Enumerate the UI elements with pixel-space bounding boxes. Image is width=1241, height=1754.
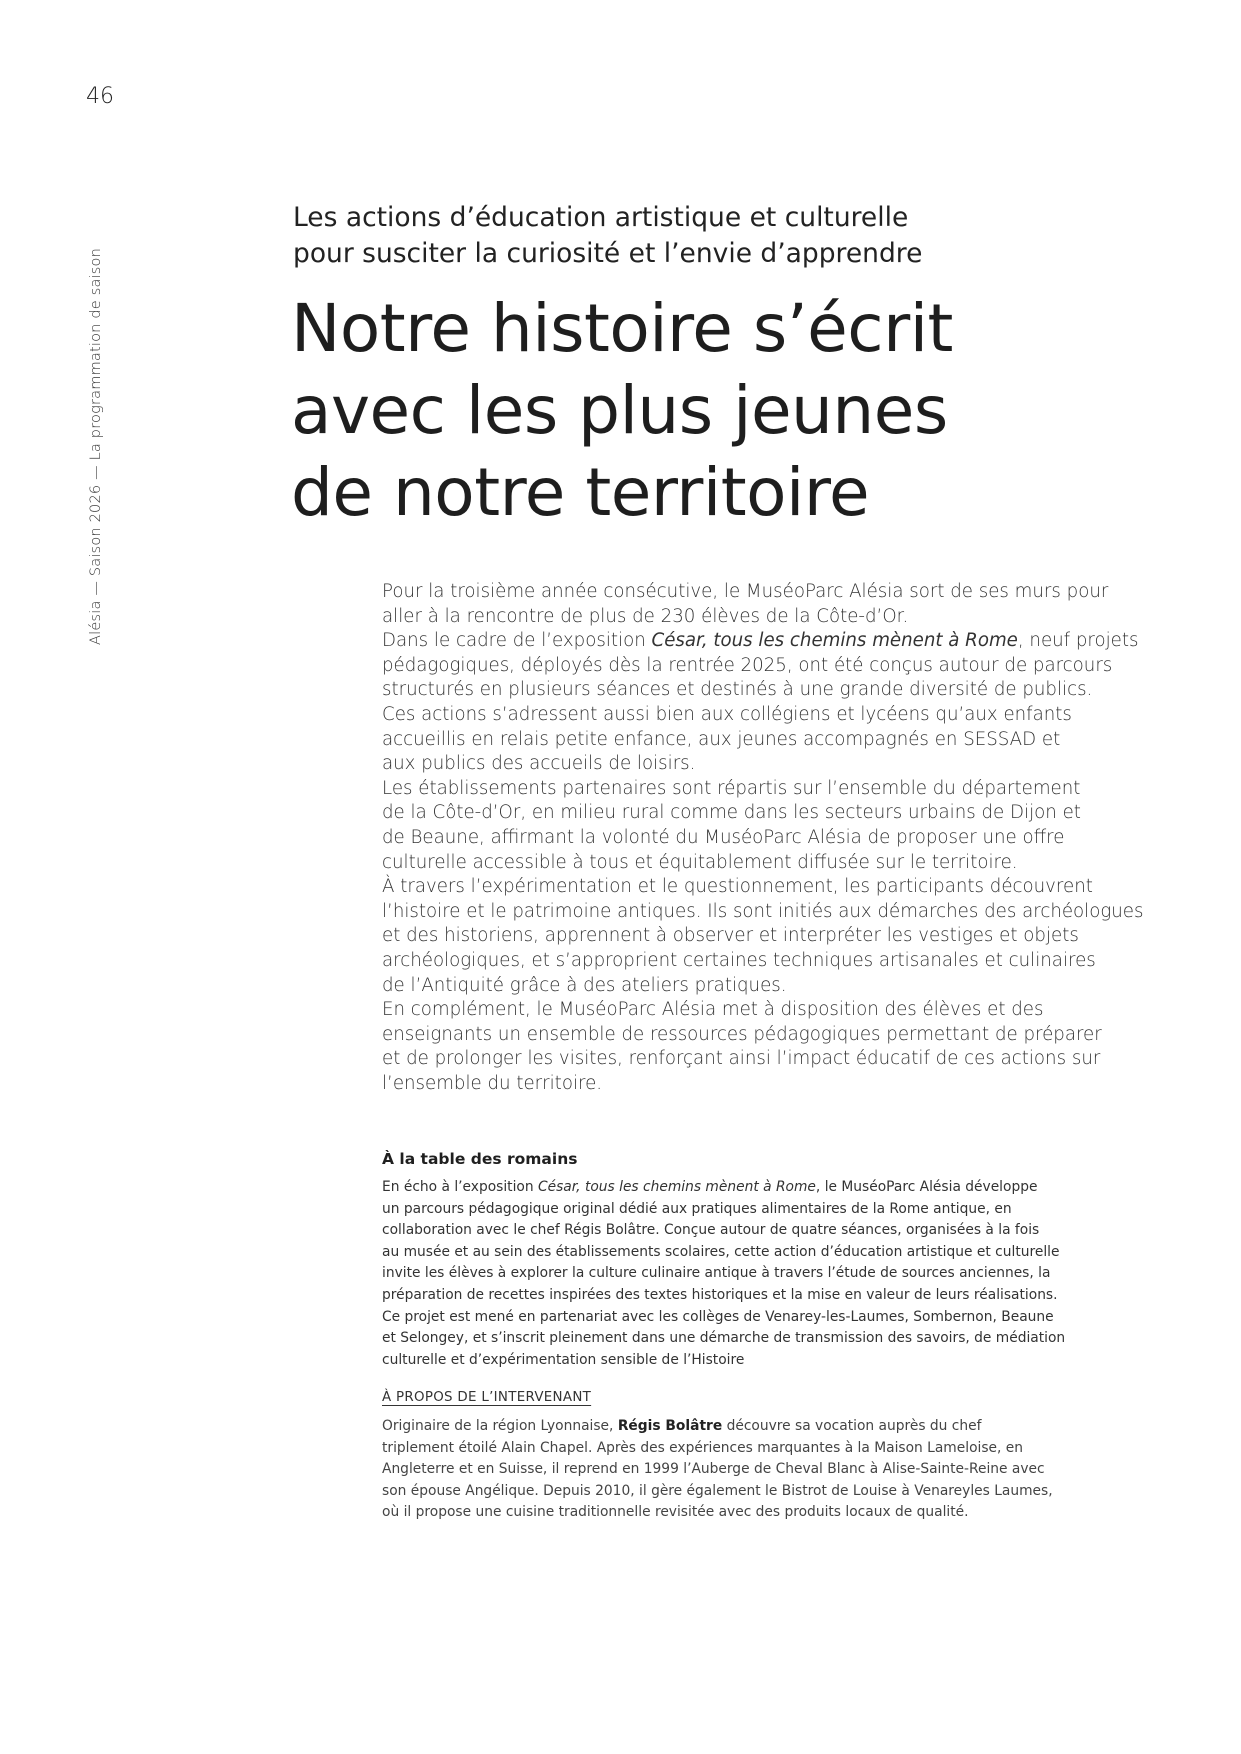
- text: découvre sa vocation auprès du chef: [722, 1418, 982, 1434]
- body-line: invite les élèves à explorer la culture culinaire antique à travers l’étude de sources anciennes, la: [382, 1265, 1051, 1282]
- exhibition-title: César, tous les chemins mènent à Rome: [651, 630, 1018, 652]
- body-line: culturelle accessible à tous et équitablement diffusée sur le territoire.: [382, 851, 1018, 873]
- body-line: enseignants un ensemble de ressources pédagogiques permettant de préparer: [382, 1023, 1102, 1045]
- body-line: Ces actions s’adressent aussi bien aux collégiens et lycéens qu’aux enfants: [382, 703, 1072, 725]
- text: Dans le cadre de l’exposition: [382, 630, 652, 652]
- body-line: archéologiques, et s’approprient certaines techniques artisanales et culinaires: [382, 949, 1096, 971]
- running-head: Alésia — Saison 2026 — La programmation de saison: [88, 248, 104, 645]
- body-line: structurés en plusieurs séances et destinés à une grande diversité de publics.: [382, 679, 1093, 701]
- body-line: de l’Antiquité grâce à des ateliers pratiques.: [382, 974, 787, 996]
- body-line: Ce projet est mené en partenariat avec les collèges de Venarey-les-Laumes, Sombernon, Beaune: [382, 1308, 1054, 1325]
- text: , neuf projets: [1017, 630, 1139, 652]
- page-number: 46: [86, 84, 114, 109]
- body-line: de la Côte-d’Or, en milieu rural comme dans les secteurs urbains de Dijon et: [382, 802, 1081, 824]
- kicker-subtitle: [293, 200, 1053, 272]
- body-line: collaboration avec le chef Régis Bolâtre. Conçue autour de quatre séances, organisées à la fois: [382, 1222, 1040, 1239]
- body-line: son épouse Angélique. Depuis 2010, il gère également le Bistrot de Louise à Venareyles Laumes,: [382, 1482, 1053, 1499]
- text: Originaire de la région Lyonnaise,: [382, 1418, 618, 1434]
- body-line: aux publics des accueils de loisirs.: [382, 753, 696, 775]
- intro-body: [382, 580, 1142, 1096]
- kicker-line: Les actions d’éducation artistique et culturelle: [293, 202, 909, 233]
- body-line: pédagogiques, déployés dès la rentrée 2025, ont été conçus autour de parcours: [382, 654, 1113, 676]
- body-line: Pour la troisième année consécutive, le MuséoParc Alésia sort de ses murs pour: [382, 581, 1109, 602]
- body-line: Les établissements partenaires sont répartis sur l’ensemble du département: [382, 777, 1081, 799]
- body-line: À travers l’expérimentation et le questionnement, les participants découvrent: [382, 876, 1093, 898]
- body-line: et des historiens, apprennent à observer et interpréter les vestiges et objets: [382, 925, 1079, 947]
- exhibition-title: César, tous les chemins mènent à Rome: [538, 1179, 816, 1195]
- body-line: Angleterre et en Suisse, il reprend en 1999 l’Auberge de Cheval Blanc à Alise-Sainte-Reine avec: [382, 1461, 1045, 1478]
- section-body: [382, 1177, 1142, 1371]
- section-title: À la table des romains: [382, 1150, 578, 1168]
- text: En écho à l’exposition: [382, 1179, 538, 1195]
- body-line: préparation de recettes inspirées des textes historiques et la mise en valeur de leurs réalisations.: [382, 1286, 1058, 1303]
- text: , le MuséoParc Alésia développe: [815, 1179, 1038, 1195]
- body-line: l’histoire et le patrimoine antiques. Ils sont initiés aux démarches des archéologues: [382, 900, 1144, 922]
- body-line: où il propose une cuisine traditionnelle revisitée avec des produits locaux de qualité.: [382, 1504, 969, 1521]
- body-line: aller à la rencontre de plus de 230 élèves de la Côte-d’Or.: [382, 605, 909, 627]
- body-line: au musée et au sein des établissements scolaires, cette action d’éducation artistique et culturelle: [382, 1243, 1060, 1260]
- speaker-name: Régis Bolâtre: [617, 1418, 723, 1434]
- body-line: [382, 1416, 1142, 1438]
- body-line: et Selongey, et s’inscrit pleinement dans une démarche de transmission des savoirs, de médiation: [382, 1330, 1066, 1347]
- title-line: avec les plus jeunes: [291, 372, 948, 449]
- body-line: un parcours pédagogique original dédié aux pratiques alimentaires de la Rome antique, en: [382, 1200, 1012, 1217]
- body-line: triplement étoilé Alain Chapel. Après des expériences marquantes à la Maison Lameloise, en: [382, 1439, 1024, 1456]
- body-line: culturelle et d’expérimentation sensible de l’Histoire: [382, 1351, 745, 1368]
- body-line: de Beaune, affirmant la volonté du MuséoParc Alésia de proposer une offre: [382, 826, 1065, 848]
- about-speaker-label: À PROPOS DE L’INTERVENANT: [382, 1390, 592, 1405]
- about-speaker-body: [382, 1416, 1142, 1524]
- body-line: [382, 629, 1142, 654]
- kicker-line: pour susciter la curiosité et l’envie d’apprendre: [293, 238, 923, 269]
- body-line: [382, 1177, 1142, 1199]
- body-line: l’ensemble du territoire.: [382, 1072, 603, 1094]
- title-line: de notre territoire: [291, 454, 870, 531]
- title-line: Notre histoire s’écrit: [291, 290, 953, 367]
- page-title: [291, 288, 1191, 534]
- body-line: et de prolonger les visites, renforçant ainsi l’impact éducatif de ces actions sur: [382, 1048, 1101, 1070]
- body-line: En complément, le MuséoParc Alésia met à disposition des élèves et des: [382, 999, 1044, 1021]
- body-line: accueillis en relais petite enfance, aux jeunes accompagnés en SESSAD et: [382, 728, 1061, 750]
